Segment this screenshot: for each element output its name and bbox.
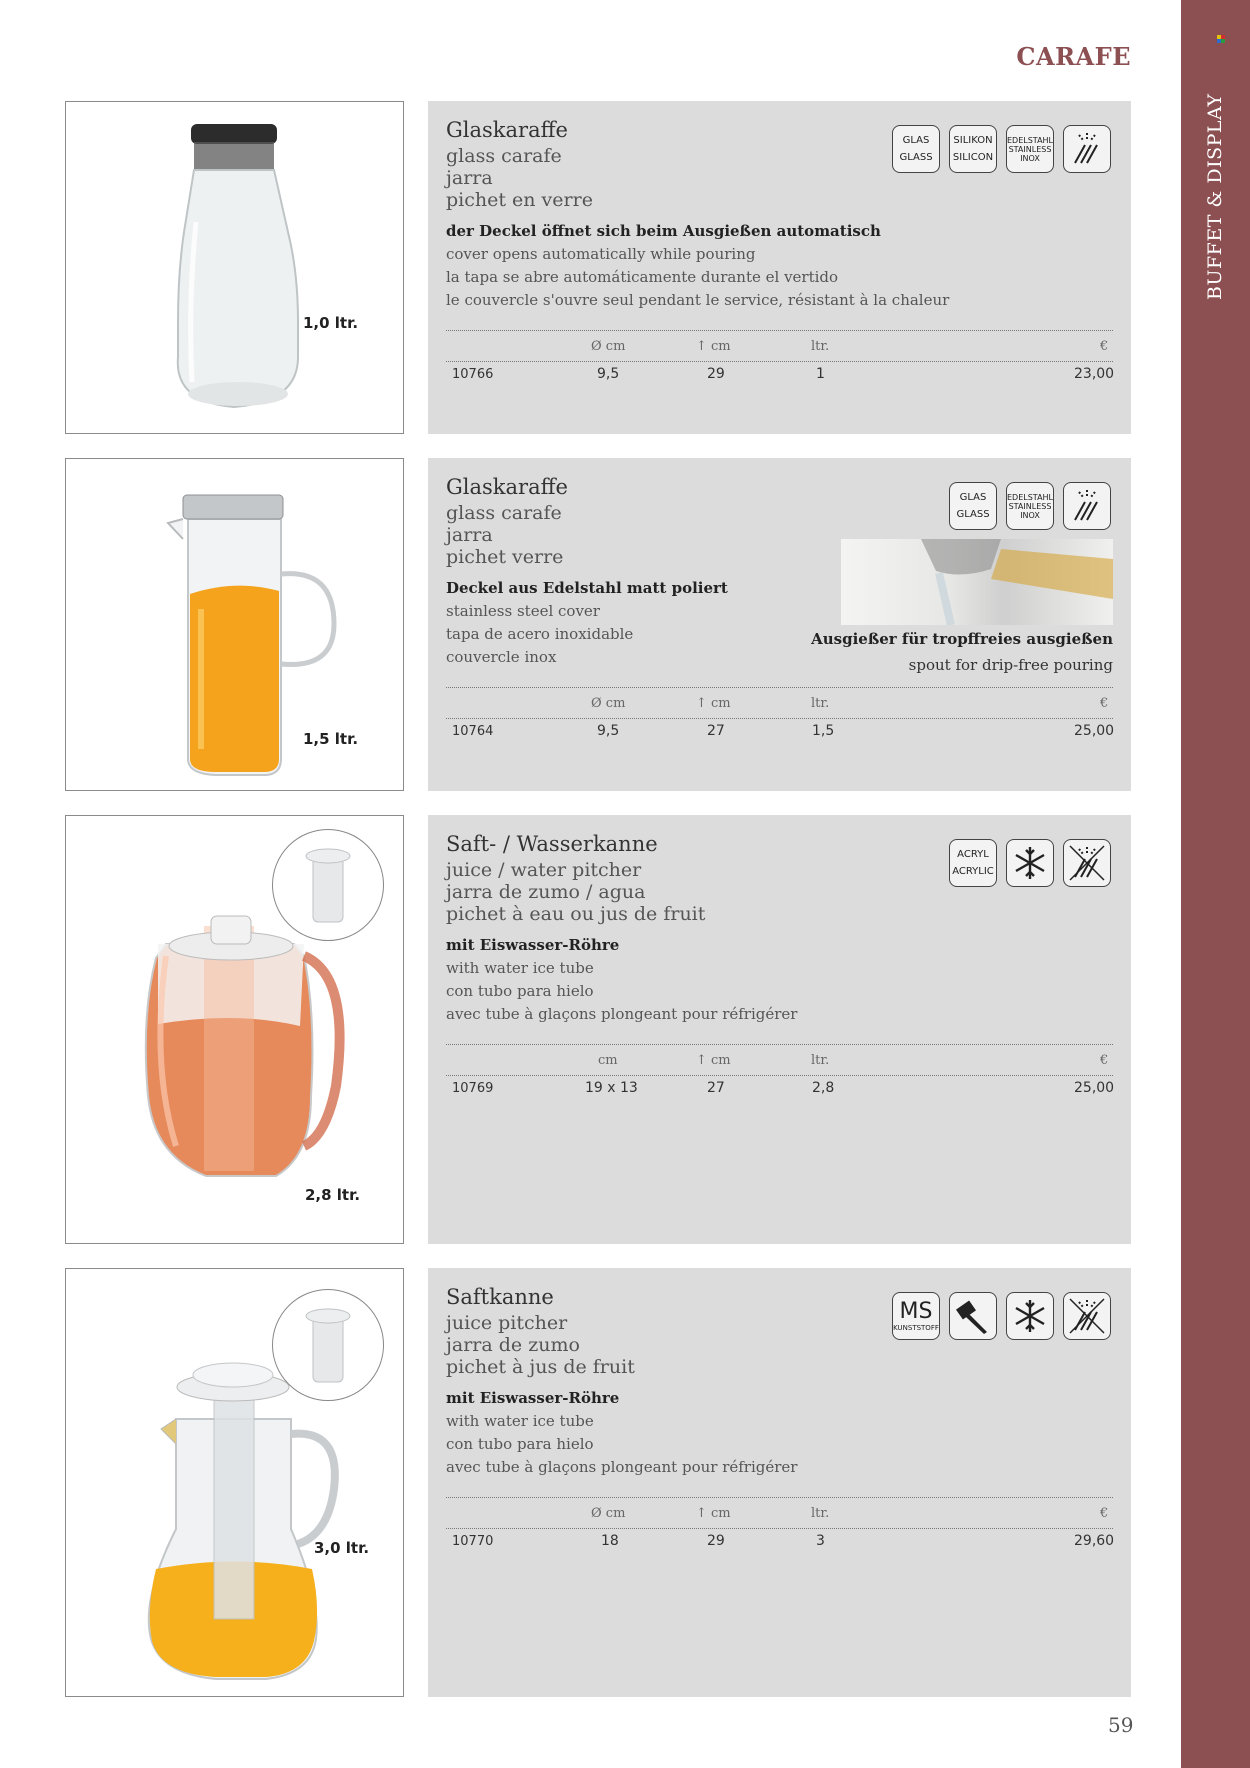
ice-tube-detail-image bbox=[272, 1289, 384, 1401]
freezer-safe-icon bbox=[1006, 839, 1054, 887]
product-description-en: with water ice tube bbox=[446, 959, 594, 977]
dishwasher-safe-icon bbox=[1063, 125, 1111, 173]
volume-label: 1,0 ltr. bbox=[303, 314, 359, 332]
column-header-price: € bbox=[1100, 1506, 1109, 1521]
side-tab-label: BUFFET & DISPLAY bbox=[1204, 93, 1226, 300]
product-description-fr: le couvercle s'ouvre seul pendant le service, résistant à la chaleur bbox=[446, 291, 950, 309]
cell-height: 29 bbox=[707, 1533, 725, 1549]
product-title: Saftkanne bbox=[446, 1285, 554, 1309]
side-tab bbox=[1181, 0, 1250, 1768]
cell-height: 29 bbox=[707, 366, 725, 382]
product-description-en: stainless steel cover bbox=[446, 602, 600, 620]
column-header-price: € bbox=[1100, 1053, 1109, 1068]
cell-price: 29,60 bbox=[1074, 1533, 1115, 1549]
ice-tube-detail-image bbox=[272, 829, 384, 941]
product-description-fr: couvercle inox bbox=[446, 648, 557, 666]
product-description-de: mit Eiswasser-Röhre bbox=[446, 1389, 620, 1407]
cell-price: 25,00 bbox=[1074, 723, 1115, 739]
cell-height: 27 bbox=[707, 1080, 725, 1096]
column-header-height: ↑ cm bbox=[696, 1506, 731, 1521]
product-description-fr: avec tube à glaçons plongeant pour réfrigérer bbox=[446, 1458, 798, 1476]
product-description-de: mit Eiswasser-Röhre bbox=[446, 936, 620, 954]
page-title: CARAFE bbox=[1016, 42, 1131, 71]
column-header-height: ↑ cm bbox=[696, 1053, 731, 1068]
cell-volume: 1,5 bbox=[812, 723, 835, 739]
unbreakable-hammer-icon bbox=[949, 1292, 997, 1340]
product-info-panel bbox=[428, 101, 1131, 434]
article-number: 10769 bbox=[452, 1081, 494, 1096]
column-header-height: ↑ cm bbox=[696, 696, 731, 711]
page-number: 59 bbox=[1108, 1713, 1134, 1737]
product-image-frame bbox=[65, 458, 404, 791]
glass-material-icon: GLAS GLASS bbox=[949, 482, 997, 530]
product-info-panel bbox=[428, 1268, 1131, 1697]
product-name-fr: pichet à eau ou jus de fruit bbox=[446, 903, 706, 925]
product-entry bbox=[65, 458, 1131, 791]
product-entry bbox=[65, 1268, 1131, 1697]
glass-material-icon: GLAS GLASS bbox=[892, 125, 940, 173]
product-entry bbox=[65, 101, 1131, 434]
column-header-volume: ltr. bbox=[811, 696, 830, 711]
product-name-fr: pichet en verre bbox=[446, 189, 593, 211]
product-image-frame bbox=[65, 815, 404, 1244]
product-name-fr: pichet verre bbox=[446, 546, 564, 568]
product-name-es: jarra bbox=[446, 167, 493, 189]
spout-caption-en: spout for drip-free pouring bbox=[908, 656, 1113, 674]
color-registration-mark-icon bbox=[1217, 35, 1225, 43]
article-number: 10764 bbox=[452, 724, 494, 739]
product-description-fr: avec tube à glaçons plongeant pour réfrigérer bbox=[446, 1005, 798, 1023]
cell-diameter: 18 bbox=[601, 1533, 619, 1549]
product-entry bbox=[65, 815, 1131, 1244]
acrylic-material-icon: ACRYL ACRYLIC bbox=[949, 839, 997, 887]
volume-label: 1,5 ltr. bbox=[303, 730, 359, 748]
cell-volume: 2,8 bbox=[812, 1080, 835, 1096]
cell-size: 19 x 13 bbox=[585, 1080, 638, 1096]
product-name-es: jarra bbox=[446, 524, 493, 546]
stainless-steel-material-icon: EDELSTAHL STAINLESS INOX bbox=[1006, 482, 1054, 530]
product-name-en: glass carafe bbox=[446, 502, 562, 524]
silicone-material-icon: SILIKON SILICON bbox=[949, 125, 997, 173]
cell-price: 23,00 bbox=[1074, 366, 1115, 382]
cell-volume: 1 bbox=[816, 366, 825, 382]
spout-pouring-photo bbox=[841, 539, 1113, 625]
dishwasher-safe-icon bbox=[1063, 482, 1111, 530]
column-header-diameter: Ø cm bbox=[591, 696, 626, 711]
product-description-es: la tapa se abre automáticamente durante el vertido bbox=[446, 268, 839, 286]
product-description-es: con tubo para hielo bbox=[446, 982, 594, 1000]
column-header-diameter: Ø cm bbox=[591, 339, 626, 354]
column-header-volume: ltr. bbox=[811, 1053, 830, 1068]
product-title: Glaskaraffe bbox=[446, 118, 568, 142]
column-header-volume: ltr. bbox=[811, 1506, 830, 1521]
product-name-es: jarra de zumo bbox=[446, 1334, 580, 1356]
column-header-diameter: Ø cm bbox=[591, 1506, 626, 1521]
product-name-fr: pichet à jus de fruit bbox=[446, 1356, 635, 1378]
product-description-de: der Deckel öffnet sich beim Ausgießen automatisch bbox=[446, 222, 881, 240]
product-description-de: Deckel aus Edelstahl matt poliert bbox=[446, 579, 728, 597]
ms-plastic-material-icon: MS KUNSTSTOFF bbox=[892, 1292, 940, 1340]
product-name-en: juice pitcher bbox=[446, 1312, 568, 1334]
spout-caption-de: Ausgießer für tropffreies ausgießen bbox=[811, 630, 1113, 648]
volume-label: 3,0 ltr. bbox=[314, 1539, 370, 1557]
cell-diameter: 9,5 bbox=[597, 366, 620, 382]
article-number: 10766 bbox=[452, 367, 494, 382]
freezer-safe-icon bbox=[1006, 1292, 1054, 1340]
product-description-en: cover opens automatically while pouring bbox=[446, 245, 756, 263]
not-dishwasher-safe-icon bbox=[1063, 1292, 1111, 1340]
cell-diameter: 9,5 bbox=[597, 723, 620, 739]
product-name-en: glass carafe bbox=[446, 145, 562, 167]
product-description-es: con tubo para hielo bbox=[446, 1435, 594, 1453]
cell-volume: 3 bbox=[816, 1533, 825, 1549]
product-image-frame bbox=[65, 1268, 404, 1697]
column-header-height: ↑ cm bbox=[696, 339, 731, 354]
product-image-frame bbox=[65, 101, 404, 434]
glass-carafe-image bbox=[66, 102, 403, 433]
column-header-size: cm bbox=[598, 1053, 618, 1068]
cell-price: 25,00 bbox=[1074, 1080, 1115, 1096]
not-dishwasher-safe-icon bbox=[1063, 839, 1111, 887]
product-title: Saft- / Wasserkanne bbox=[446, 832, 658, 856]
column-header-price: € bbox=[1100, 339, 1109, 354]
column-header-price: € bbox=[1100, 696, 1109, 711]
stainless-steel-material-icon: EDELSTAHL STAINLESS INOX bbox=[1006, 125, 1054, 173]
cell-height: 27 bbox=[707, 723, 725, 739]
product-name-es: jarra de zumo / agua bbox=[446, 881, 646, 903]
product-name-en: juice / water pitcher bbox=[446, 859, 642, 881]
product-description-es: tapa de acero inoxidable bbox=[446, 625, 634, 643]
article-number: 10770 bbox=[452, 1534, 494, 1549]
product-info-panel bbox=[428, 458, 1131, 791]
column-header-volume: ltr. bbox=[811, 339, 830, 354]
volume-label: 2,8 ltr. bbox=[305, 1186, 361, 1204]
product-info-panel bbox=[428, 815, 1131, 1244]
product-title: Glaskaraffe bbox=[446, 475, 568, 499]
product-description-en: with water ice tube bbox=[446, 1412, 594, 1430]
